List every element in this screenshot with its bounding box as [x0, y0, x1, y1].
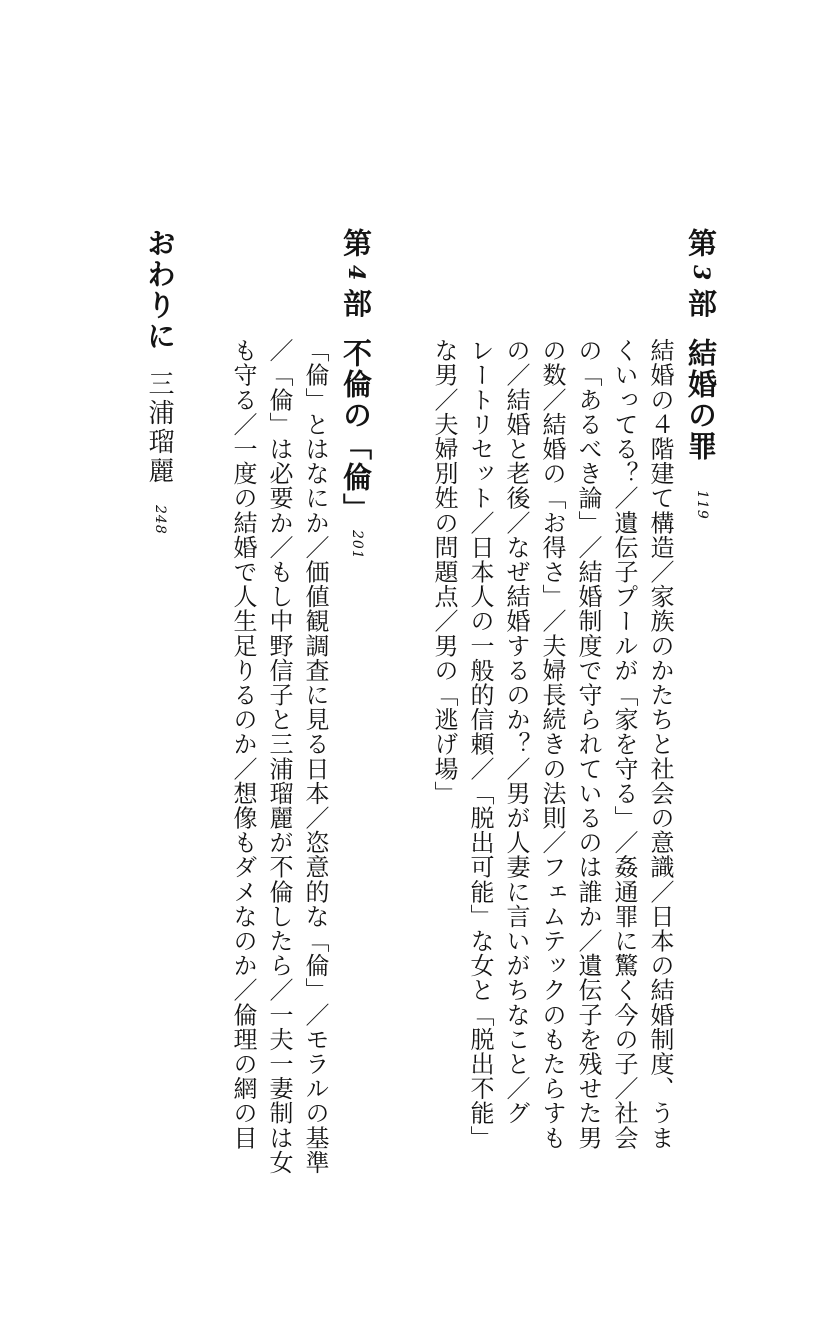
- part3-page-ref: 119: [694, 490, 710, 520]
- closing-page-ref: 248: [152, 505, 168, 535]
- part4-body-line: ／「倫」は必要か／もし中野信子と三浦瑠麗が不倫したら／一夫一妻制は女: [265, 338, 293, 1175]
- part3-chapter-title: 結婚の罪: [684, 338, 718, 462]
- part4-body-line: 「倫」とはなにか／価値観調査に見る日本／恣意的な「倫」／モラルの基準: [301, 338, 329, 1175]
- part3-body-line: くいってる？／遺伝子プールが「家を守る」／姦通罪に驚く今の子／社会: [610, 338, 638, 1150]
- part3-body-line: レートリセット／日本人の一般的信頼／「脱出可能」な女と「脱出不能」: [466, 338, 494, 1150]
- part4-label: [339, 228, 373, 320]
- part3-body-line: の「あるべき論」／結婚制度で守られているのは誰か／遺伝子を残せた男: [574, 338, 602, 1150]
- part3-body-line: の数／結婚の「お得さ」／夫婦長続きの法則／フェムテックのもたらすも: [538, 338, 566, 1150]
- part3-body-line: 結婚の４階建て構造／家族のかたちと社会の意識／日本の結婚制度、うま: [646, 338, 674, 1150]
- part4-body-line: も守る／一度の結婚で人生足りるのか／想像もダメなのか／倫理の網の目: [229, 338, 257, 1150]
- part4-label-pre: 第: [339, 228, 373, 259]
- part4-page-ref: 201: [349, 530, 365, 560]
- part3-label-post: 部: [684, 288, 718, 320]
- closing-title: おわりに: [143, 228, 177, 352]
- part3-number: 3: [688, 265, 714, 283]
- part3-body-line: の／結婚と老後／なぜ結婚するのか？／男が人妻に言いがちなこと／グ: [502, 338, 530, 1126]
- part4-label-post: 部: [339, 288, 373, 320]
- part3-body-line: な男／夫婦別姓の問題点／男の「逃げ場」: [430, 338, 458, 806]
- part3-label-pre: 第: [684, 228, 718, 259]
- part4-number: 4: [343, 265, 369, 283]
- part4-chapter-title: 不倫の「倫」: [339, 338, 373, 524]
- closing-author: 三浦瑠麗: [144, 370, 174, 486]
- part3-label: [684, 228, 718, 320]
